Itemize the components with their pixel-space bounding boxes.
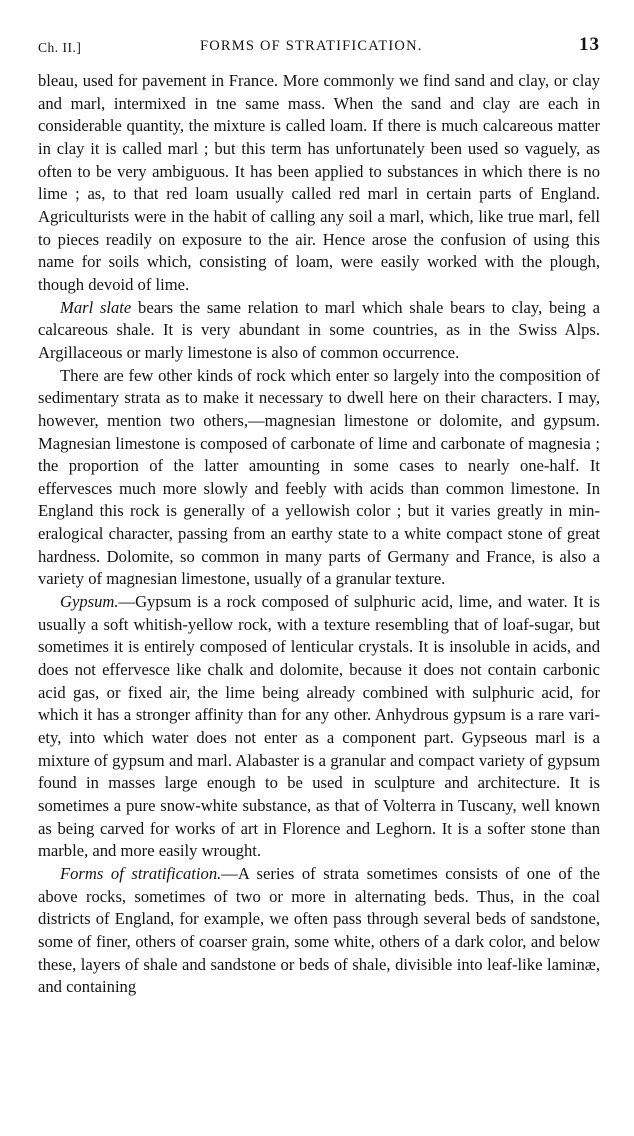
paragraph-continued	[38, 70, 600, 297]
paragraph-text: There are few other kinds of rock which enter so largely into the composition of sedimentary strata as to make it necessary to dwell here on their characters. I may, however, mention two others,—magnesian limestone or dolomite, and gypsum. Magnesian limestone is composed of carbonate of lime and carbonate of magnesia ; the proportion of the latter amounting in some cases to nearly one-half. It effervesces much more slowly and feebly with acids than common limestone. In England this rock is generally of a yellowish color ; but it varies greatly in mineralogical character, passing from an earthy state to a white compact stone of great hardness. Dolomite, so common in many parts of Germany and France, is also a variety of magnesian limestone, usually of a granular texture.	[38, 365, 600, 589]
body-text	[38, 70, 600, 999]
running-title: FORMS OF STRATIFICATION.	[200, 38, 423, 54]
paragraph-lead: Marl slate	[60, 297, 132, 317]
page-number: 13	[579, 34, 600, 55]
paragraph-lead: Gypsum.	[60, 592, 119, 612]
paragraph-gypsum	[38, 591, 600, 863]
paragraph-text: —Gypsum is a rock composed of sulphuric acid, lime, and water. It is usually a soft whitish-yellow rock, with a texture resembling that of loaf-sugar, but sometimes it is entirely composed of lenticular crystals. It is insoluble in acids, and does not effervesce like chalk and dolomite, because it does not contain carbonic acid gas, or fixed air, the lime being already combined with sulphuric acid, for which it has a stronger affinity than for any other. Anhydrous gypsum is a rare variety, into which water does not enter as a component part. Gypseous marl is a mixture of gypsum and marl. Alabaster is a granular and compact variety of gypsum found in masses large enough to be used in sculpture and architecture. It is sometimes a pure snow-white substance, as that of Volterra in Tuscany, well known as being carved for works of art in Florence and Leghorn. It is a softer stone than marble, and more easily wrought.	[38, 592, 600, 861]
paragraph-text: —A series of strata sometimes consists of one of the above rocks, sometimes of two or more in alternating beds. Thus, in the coal districts of England, for example, we often pass through several beds of sandstone, some of finer, others of coarser grain, some white, others of a dark color, and below these, layers of shale and sandstone or beds of shale, divisible into leaf-like laminæ, and containing	[38, 863, 600, 997]
paragraph-forms-of-stratification	[38, 863, 600, 999]
paragraph-text: bleau, used for pavement in France. More commonly we find sand and clay, or clay and marl, intermixed in tne same mass. When the sand and clay are each in considerable quantity, the mixture is called loam. If there is much calcareous matter in clay it is called marl ; but this term has unfortunately been used so vaguely, as often to be very ambiguous. It has been applied to substances in which there is no lime ; as, to that red loam usually called red marl in certain parts of England. Agriculturists were in the habit of calling any soil a marl, which, like true marl, fell to pieces readily on exposure to the air. Hence arose the confusion of using this name for soils which, consisting of loam, were easily worked with the plough, though devoid of lime.	[38, 71, 600, 294]
paragraph-magnesian-limestone	[38, 365, 600, 592]
running-header	[38, 34, 600, 70]
paragraph-text: bears the same relation to marl which shale bears to clay, being a calcareous shale. It is very abundant in some countries, as in the Swiss Alps. Argillaceous or marly limestone is also of common occurrence.	[38, 297, 600, 362]
book-page	[38, 34, 600, 999]
chapter-reference: Ch. II.]	[38, 40, 82, 55]
paragraph-marl-slate	[38, 297, 600, 365]
paragraph-lead: Forms of stratification.	[60, 863, 222, 883]
